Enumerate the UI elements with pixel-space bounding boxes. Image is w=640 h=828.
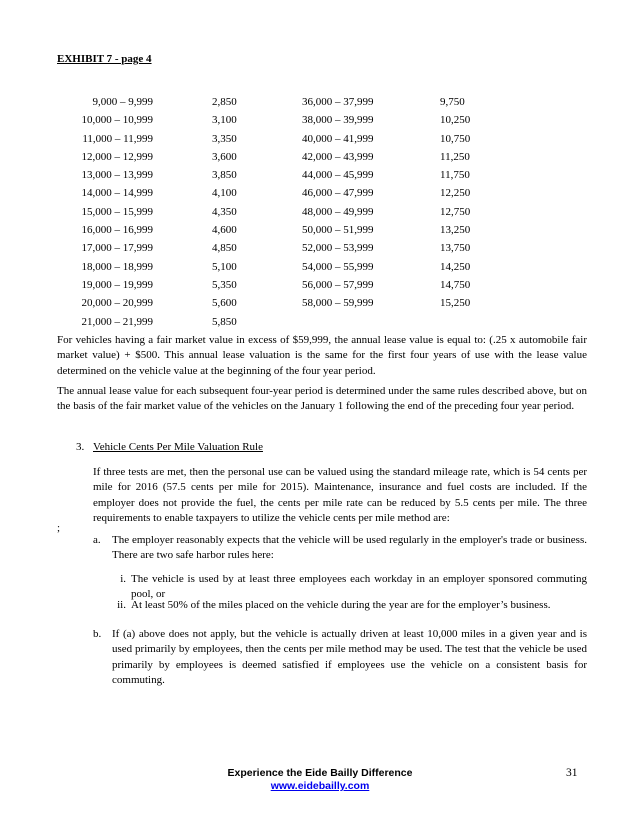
table-cell-value-high: 14,250 (440, 260, 471, 273)
table-cell-range-low: 13,000 – 13,999 (81, 169, 153, 182)
table-cell-value-low: 3,600 (212, 150, 237, 163)
requirement-b-marker: b. (93, 628, 102, 640)
table-cell-range-high: 42,000 – 43,999 (302, 150, 374, 163)
table-cell-range-high: 38,000 – 39,999 (302, 114, 374, 127)
stray-semicolon: ; (57, 522, 61, 534)
table-cell-range-low: 11,000 – 11,999 (82, 132, 153, 145)
table-cell-range-high: 48,000 – 49,999 (302, 205, 374, 218)
table-cell-value-high: 15,250 (440, 297, 471, 310)
table-cell-range-high: 54,000 – 55,999 (302, 260, 374, 273)
table-cell-value-high: 9,750 (440, 96, 465, 108)
safe-harbor-ii-marker: ii. (117, 599, 126, 611)
table-cell-range-low: 16,000 – 16,999 (81, 224, 153, 237)
table-cell-value-low: 4,600 (212, 224, 237, 237)
page-number: 31 (566, 767, 578, 779)
table-cell-value-low: 5,350 (212, 278, 237, 291)
table-cell-range-low: 21,000 – 21,999 (81, 315, 153, 328)
table-cell-value-low: 2,850 (212, 96, 237, 108)
table-cell-range-low: 20,000 – 20,999 (81, 297, 153, 310)
paragraph-excess-value: For vehicles having a fair market value in excess of $59,999, the annual lease value is equal to: (.25 x automobile fair market value) + $500. This annual lease valuation is the same for the first four years of use with the lease value determined on the vehicle value at the beginning of the four year period. (57, 334, 587, 377)
section-title: Vehicle Cents Per Mile Valuation Rule (93, 441, 263, 453)
table-cell-value-low: 4,350 (212, 205, 237, 218)
table-cell-value-low: 5,600 (212, 297, 237, 310)
requirement-a (93, 533, 587, 564)
footer-tagline: Experience the Eide Bailly Difference (227, 767, 413, 779)
table-cell-value-high: 11,750 (440, 169, 470, 182)
table-cell-range-low: 10,000 – 10,999 (81, 114, 153, 127)
table-cell-value-high: 12,250 (440, 187, 471, 200)
safe-harbor-ii (112, 598, 587, 613)
table-cell-range-high: 58,000 – 59,999 (302, 297, 374, 310)
table-cell-range-high: 56,000 – 57,999 (302, 278, 374, 291)
safe-harbor-i-text: The vehicle is used by at least three employees each workday in an employer sponsored commuting pool, or (131, 573, 587, 601)
table-cell-range-high: 46,000 – 47,999 (302, 187, 374, 200)
table-cell-value-high: 10,250 (440, 114, 471, 127)
table-cell-value-high: 12,750 (440, 205, 471, 218)
table-cell-range-low: 12,000 – 12,999 (81, 150, 153, 163)
table-cell-range-high: 40,000 – 41,999 (302, 132, 374, 145)
table-cell-value-low: 5,850 (212, 315, 237, 328)
table-cell-value-high: 13,250 (440, 224, 471, 237)
table-cell-range-high: 50,000 – 51,999 (302, 224, 374, 237)
table-cell-value-high: 10,750 (440, 132, 471, 145)
table-cell-value-low: 5,100 (212, 260, 237, 273)
safe-harbor-i-marker: i. (120, 573, 126, 585)
table-cell-range-low: 9,000 – 9,999 (92, 96, 153, 108)
paragraph-subsequent-period: The annual lease value for each subsequent four-year period is determined under the same rules described above, but on the basis of the fair market value of the vehicles on the January 1 following the end of the preceding four year period. (57, 385, 587, 413)
table-cell-value-low: 4,850 (212, 242, 237, 255)
section-intro-paragraph: If three tests are met, then the personal use can be valued using the standard mileage rate, which is 54 cents per mile for 2016 (57.5 cents per mile for 2015). Maintenance, insurance and fuel costs are included. If the employer does not provide the fuel, the cents per mile rate can be reduced by 5.5 cents per mile. The three requirements to enable taxpayers to utilize the vehicle cents per mile method are: (93, 466, 587, 525)
table-cell-range-low: 14,000 – 14,999 (81, 187, 153, 200)
table-cell-value-high: 14,750 (440, 278, 471, 291)
table-cell-range-low: 19,000 – 19,999 (81, 278, 153, 291)
footer-website-link[interactable]: www.eidebailly.com (270, 780, 370, 792)
table-cell-range-low: 17,000 – 17,999 (81, 242, 153, 255)
requirement-a-marker: a. (93, 534, 101, 546)
page-title: EXHIBIT 7 - page 4 (57, 53, 152, 65)
requirement-b-text: If (a) above does not apply, but the vehicle is actually driven at least 10,000 miles in a given year and is used primarily by employees, then the cents per mile method may be used. The test that the vehicle be used primarily by employees is deemed satisfied if employees use the vehicle on a consistent basis for commuting. (112, 628, 587, 687)
section-number: 3. (76, 441, 85, 453)
table-cell-range-high: 44,000 – 45,999 (302, 169, 374, 182)
table-cell-value-low: 3,350 (212, 132, 237, 145)
table-cell-range-low: 18,000 – 18,999 (81, 260, 153, 273)
table-cell-value-high: 13,750 (440, 242, 471, 255)
table-cell-range-low: 15,000 – 15,999 (81, 205, 153, 218)
table-cell-range-high: 36,000 – 37,999 (302, 96, 374, 108)
table-cell-value-low: 3,100 (212, 114, 237, 127)
requirement-b (93, 627, 587, 689)
table-cell-range-high: 52,000 – 53,999 (302, 242, 374, 255)
table-cell-value-low: 4,100 (212, 187, 237, 200)
safe-harbor-ii-text: At least 50% of the miles placed on the vehicle during the year are for the employer’s business. (131, 599, 551, 611)
requirement-a-text: The employer reasonably expects that the vehicle will be used regularly in the employer's trade or business. There are two safe harbor rules here: (112, 534, 587, 562)
table-cell-value-low: 3,850 (212, 169, 237, 182)
table-cell-value-high: 11,250 (440, 150, 470, 163)
